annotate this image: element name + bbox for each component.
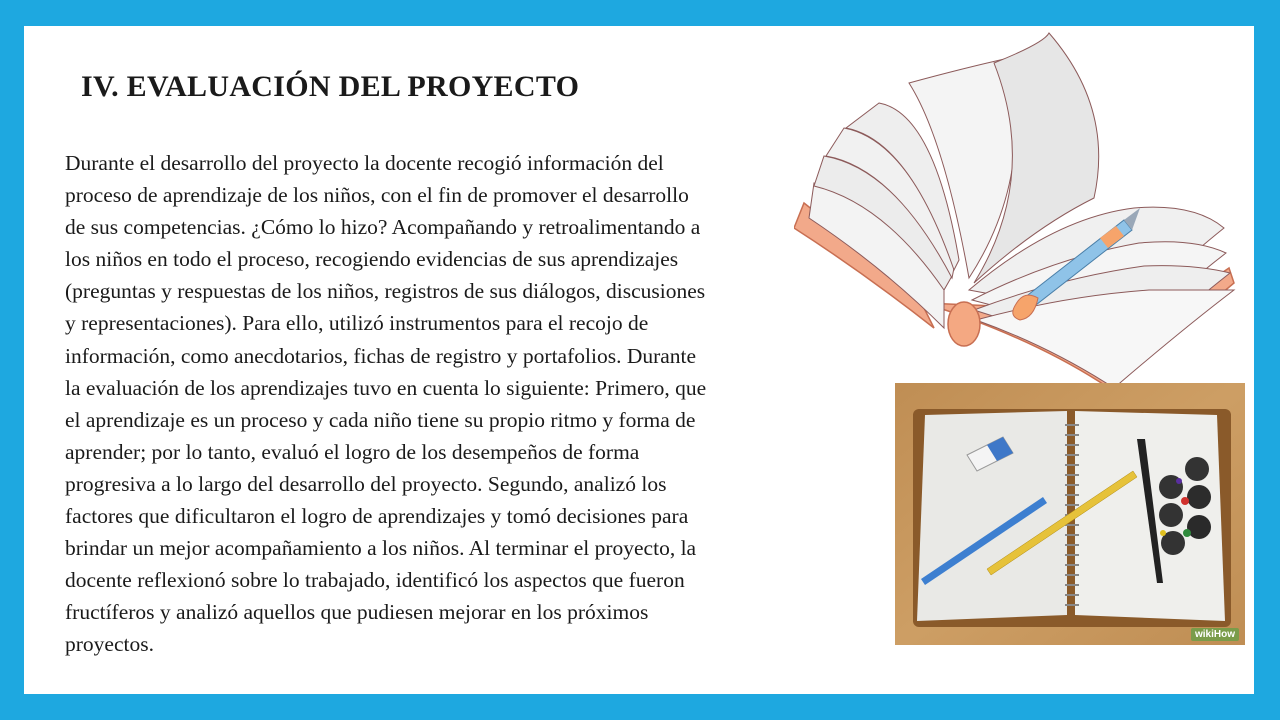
paragraph-line: y representaciones). Para ello, utilizó instrumentos para el recojo de — [65, 311, 649, 336]
paragraph-line: Durante el desarrollo del proyecto la docente recogió información del — [65, 151, 664, 175]
paragraph-line: proceso de aprendizaje de los niños, con el fin de promover el desarrollo — [65, 183, 689, 208]
body-paragraph — [65, 147, 865, 661]
paragraph-line: información, como anecdotarios, fichas de registro y portafolios. Durante — [65, 343, 697, 368]
paragraph-line: de sus competencias. ¿Cómo lo hizo? Acompañando y retroalimentando a — [65, 215, 701, 240]
slide-title: IV. EVALUACIÓN DEL PROYECTO — [81, 70, 580, 103]
paragraph-line: los niños en todo el proceso, recogiendo evidencias de sus aprendizajes — [65, 247, 679, 272]
paragraph-line: aprender; por lo tanto, evaluó el logro de los desempeños de forma — [65, 439, 640, 464]
wikihow-watermark: wikiHow — [1191, 628, 1239, 641]
paragraph-line: (preguntas y respuestas de los niños, registros de sus diálogos, discusiones — [65, 279, 706, 304]
paragraph-line: proyectos. — [65, 632, 154, 657]
paragraph-line: el aprendizaje es un proceso y cada niño tiene su propio ritmo y forma de — [65, 407, 696, 432]
paragraph-line: brindar un mejor acompañamiento a los niños. Al terminar el proyecto, la — [65, 536, 697, 561]
notebook-photo — [895, 383, 1245, 645]
slide — [24, 26, 1254, 694]
paragraph-line: factores que dificultaron el logro de aprendizajes y tomó decisiones para — [65, 504, 689, 529]
paragraph-line: la evaluación de los aprendizajes tuvo en cuenta lo siguiente: Primero, que — [65, 375, 707, 400]
notebook-photo-drawing — [895, 383, 1245, 645]
paragraph-line: fructíferos y analizó aquellos que pudiesen mejorar en los próximos — [65, 600, 649, 625]
paragraph-line: docente reflexionó sobre lo trabajado, identificó los aspectos que fueron — [65, 568, 685, 593]
paragraph-line: progresiva a lo largo del desarrollo del proyecto. Segundo, analizó los — [65, 471, 667, 496]
